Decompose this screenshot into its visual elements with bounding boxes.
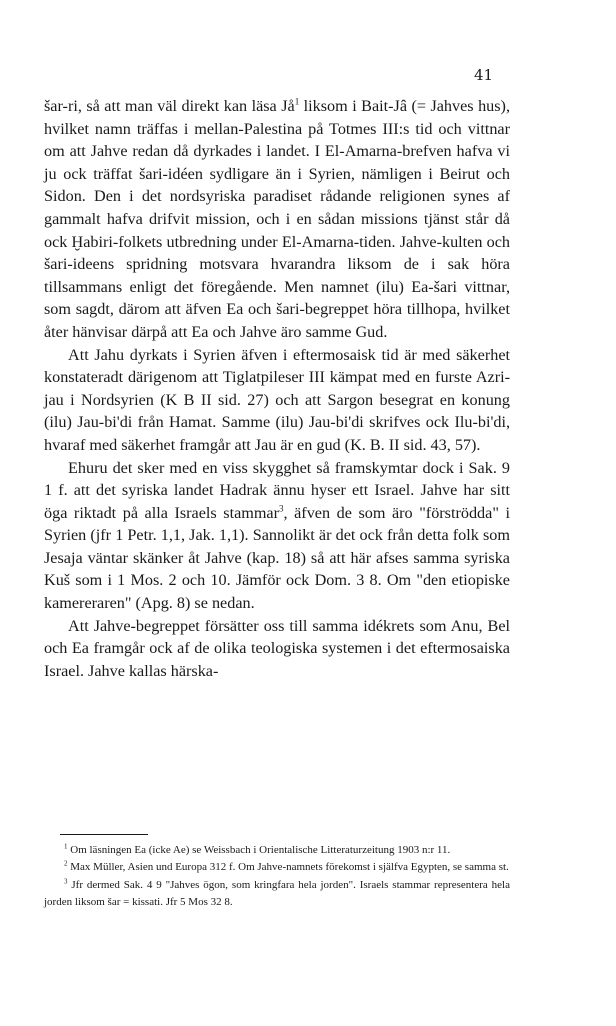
- body-text: [44, 95, 510, 682]
- footnote-ref-1: 1: [294, 96, 300, 107]
- paragraph-4: [44, 615, 510, 683]
- footnote-1-text: Om läsningen Ea (icke Ae) se Weissbach i Orientalische Litteraturzeitung 1903 n:r 11.: [70, 844, 451, 856]
- footnote-3-text: Jfr dermed Sak. 4 9 "Jahves ögon, som kringfara hela jorden". Israels stammar representera hela jorden liksom šar = kissati. Jfr 5 Mos 32 8.: [44, 878, 510, 909]
- footnote-divider: [60, 834, 148, 835]
- paragraph-1-text: šar-ri, så att man väl direkt kan läsa $Jå^1$ liksom i Bait-Jâ (= Jahves hus), hvilket namn träffas i mellan-Palestina på Totmes III:s tid och vittnar om att Jahve redan då dyrkades i landet. I El-Amarna-brefven hafva vi ju ock träffat šari-idéen sydligare än i Syrien, nämligen i Beirut och Sidon. Den i det nordsyriska paradiset rådande religionen synes af gammalt hafva drifvit mission, och i en sådan missions tjänst står då ock Ḫabiri-folkets utbredning under El-Amarna-tiden. Jahve-kulten och šari-ideens spridning motsvara hvarandra liksom de i sak höra tillsammans enligt det föregående. Men namnet (ilu) Ea-šari vittnar, som sagdt, därom att äfven Ea och šari-begreppet höra tillhopa, hvilket åter hänvisar därpå att Ea och Jahve äro samme Gud.: [44, 96, 510, 341]
- footnote-3-mark: 3: [64, 877, 68, 886]
- paragraph-4-text: Att Jahve-begreppet försätter oss till samma idékrets som Anu, Bel och Ea framgår ock af de olika teologiska systemen i det eftermosaiska Israel. Jahve kallas härska-: [44, 616, 510, 680]
- paragraph-3-text: Ehuru det sker med en viss skygghet så framskymtar dock i Sak. 9 1 f. att det syriska landet Hadrak ännu hyser ett Israel. Jahve har sitt öga riktadt på alla Israels stammar$^3$, äfven de som äro "förströdda" i Syrien (jfr 1 Petr. 1,1, Jak. 1,1). Sannolikt är det ock från detta folk som Jesaja väntar skänker åt Jahve (kap. 18) så att här afses samma syriska Kuš som i 1 Mos. 2 och 10. Jämför ock Dom. 3 8. Om "den etiopiske kamereraren" (Apg. 8) se nedan.: [44, 458, 510, 613]
- footnote-1: [44, 842, 510, 859]
- footnotes: [44, 842, 510, 912]
- paragraph-3: [44, 457, 510, 615]
- paragraph-1: [44, 95, 510, 344]
- footnote-2-text: Max Müller, Asien und Europa 312 f. Om Jahve-namnets förekomst i själfva Egypten, se samma st.: [70, 861, 509, 874]
- footnote-2-mark: 2: [64, 859, 68, 868]
- footnote-3: [44, 877, 510, 912]
- footnote-1-mark: 1: [64, 842, 68, 851]
- page-number: 41: [474, 66, 494, 84]
- paragraph-2: [44, 344, 510, 457]
- paragraph-2-text: Att Jahu dyrkats i Syrien äfven i eftermosaisk tid är med säkerhet konstateradt därigenom att Tiglatpileser III kämpat med en furste Azri-jau i Nordsyrien (K B II sid. 27) och att Sargon besegrat en konung (ilu) Jau-bi'di från Hamat. Samme (ilu) Jau-bi'di skrifves ock Ilu-bi'di, hvaraf med säkerhet framgår att Jau är en gud (K. B. II sid. 43, 57).: [44, 345, 510, 454]
- footnote-2: [44, 859, 510, 876]
- footnote-ref-3: 3: [279, 503, 284, 514]
